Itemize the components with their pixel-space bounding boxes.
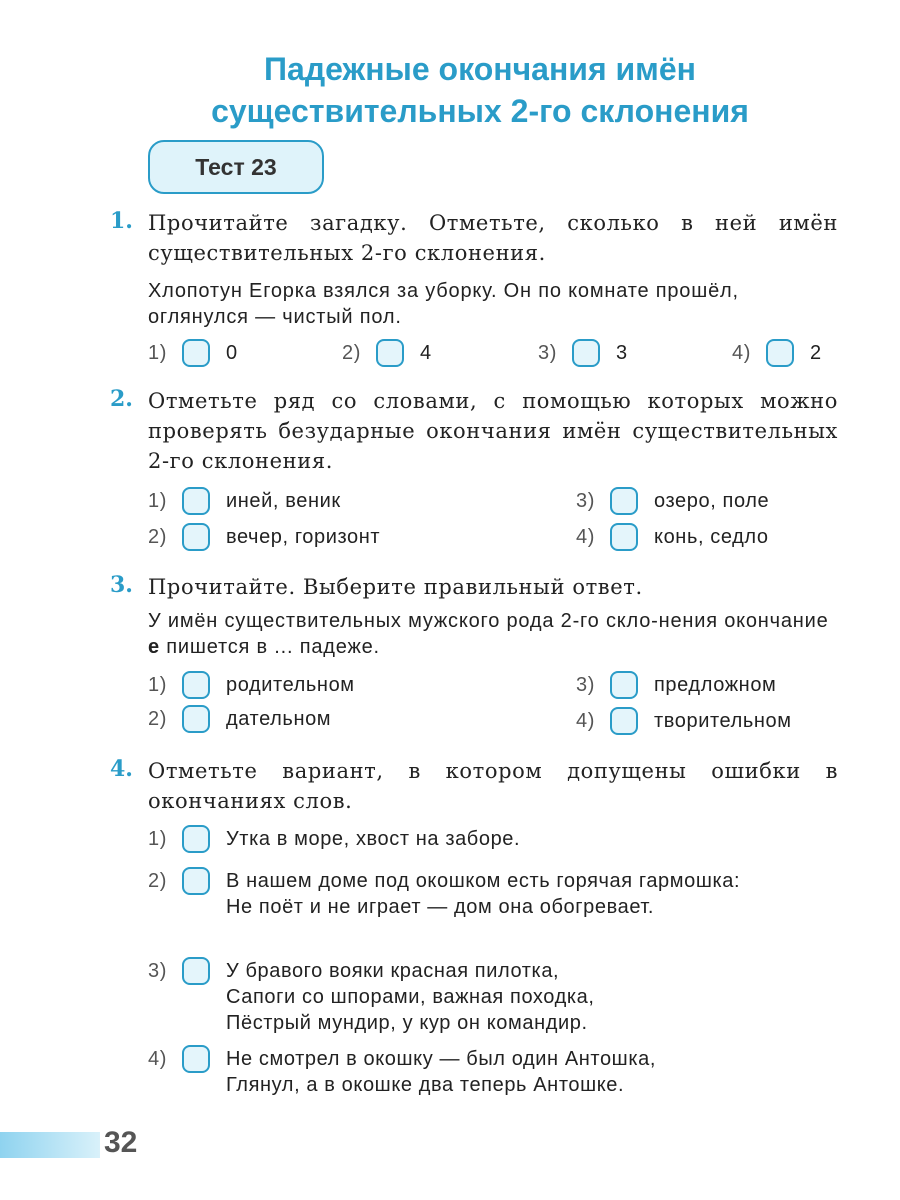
option-label: 3 — [616, 342, 628, 364]
q1-option-4[interactable] — [732, 340, 822, 367]
q1-option-1[interactable] — [148, 340, 238, 367]
q4-option-1[interactable] — [148, 826, 838, 853]
q3-option-3[interactable] — [576, 672, 776, 699]
answer-checkbox[interactable] — [182, 1045, 210, 1073]
question-4-text: Отметьте вариант, в котором допущены ошибки в окончаниях слов. — [148, 759, 838, 813]
question-3-number: 3. — [110, 572, 133, 598]
question-1-number: 1. — [110, 208, 133, 234]
question-2-number: 2. — [110, 386, 133, 412]
option-label: вечер, горизонт — [226, 526, 381, 548]
option-number: 4) — [576, 710, 595, 732]
question-1-text: Прочитайте загадку. Отметьте, сколько в ней имён существительных 2-го склонения. — [148, 211, 838, 265]
option-label: 0 — [226, 342, 238, 364]
question-1-riddle: Хлопотун Егорка взялся за уборку. Он по комнате прошёл, оглянулся — чистый пол. — [148, 280, 739, 328]
answer-checkbox[interactable] — [182, 957, 210, 985]
option-number: 3) — [576, 674, 595, 696]
option-number: 4) — [732, 342, 751, 364]
q1-option-3[interactable] — [538, 340, 628, 367]
statement-end: пишется в ... падеже. — [159, 636, 380, 658]
option-label: дательном — [226, 708, 332, 730]
answer-checkbox[interactable] — [572, 339, 600, 367]
option-number: 2) — [342, 342, 361, 364]
q4-option-3[interactable] — [148, 958, 838, 1036]
q4-option-2[interactable] — [148, 868, 838, 920]
answer-checkbox[interactable] — [376, 339, 404, 367]
question-3-statement — [148, 608, 838, 660]
q4-option-4[interactable] — [148, 1046, 838, 1098]
option-number: 3) — [538, 342, 557, 364]
page-number: 32 — [104, 1126, 138, 1159]
title-line-1: Падежные окончания имён — [264, 51, 696, 87]
option-number: 3) — [576, 490, 595, 512]
option-label: иней, веник — [226, 490, 341, 512]
q2-option-3[interactable] — [576, 488, 769, 515]
statement-bold-letter: е — [148, 636, 160, 658]
option-label: Утка в море, хвост на заборе. — [226, 828, 521, 850]
answer-checkbox[interactable] — [182, 705, 210, 733]
question-4-number: 4. — [110, 756, 133, 782]
q3-option-4[interactable] — [576, 708, 792, 735]
question-3-text: Прочитайте. Выберите правильный ответ. — [148, 575, 643, 599]
q2-option-2[interactable] — [148, 524, 380, 551]
option-number: 3) — [148, 960, 167, 982]
title-line-2: существительных 2-го склонения — [211, 93, 749, 129]
answer-checkbox[interactable] — [610, 523, 638, 551]
option-label: предложном — [654, 674, 777, 696]
answer-checkbox[interactable] — [610, 487, 638, 515]
footer-accent-bar — [0, 1132, 100, 1158]
q2-option-4[interactable] — [576, 524, 769, 551]
option-label: конь, седло — [654, 526, 769, 548]
answer-checkbox[interactable] — [182, 339, 210, 367]
option-number: 4) — [576, 526, 595, 548]
option-label: Не смотрел в окошку — был один Антошка, Глянул, а в окошке два теперь Антошке. — [226, 1048, 657, 1096]
answer-checkbox[interactable] — [610, 671, 638, 699]
answer-checkbox[interactable] — [182, 825, 210, 853]
option-number: 1) — [148, 490, 167, 512]
option-label: У бравого вояки красная пилотка, Сапоги со шпорами, важная походка, Пёстрый мундир, у кур он командир. — [226, 960, 595, 1034]
q2-option-1[interactable] — [148, 488, 341, 515]
page-title — [110, 48, 850, 132]
option-number: 1) — [148, 342, 167, 364]
answer-checkbox[interactable] — [182, 487, 210, 515]
answer-checkbox[interactable] — [182, 671, 210, 699]
test-badge: Тест 23 — [148, 140, 324, 194]
option-label: озеро, поле — [654, 490, 770, 512]
option-number: 2) — [148, 526, 167, 548]
answer-checkbox[interactable] — [182, 523, 210, 551]
option-number: 1) — [148, 674, 167, 696]
q3-option-2[interactable] — [148, 706, 331, 733]
option-label: 2 — [810, 342, 822, 364]
answer-checkbox[interactable] — [610, 707, 638, 735]
option-label: 4 — [420, 342, 432, 364]
answer-checkbox[interactable] — [182, 867, 210, 895]
option-label: родительном — [226, 674, 355, 696]
question-2-text: Отметьте ряд со словами, с помощью которых можно проверять безударные окончания имён существительных 2-го склонения. — [148, 389, 838, 473]
option-number: 4) — [148, 1048, 167, 1070]
option-number: 2) — [148, 708, 167, 730]
q3-option-1[interactable] — [148, 672, 355, 699]
option-label: В нашем доме под окошком есть горячая гармошка: Не поёт и не играет — дом она обогревает. — [226, 870, 741, 918]
statement-start: У имён существительных мужского рода 2-го скло-нения окончание — [148, 610, 829, 632]
option-number: 1) — [148, 828, 167, 850]
q1-option-2[interactable] — [342, 340, 432, 367]
answer-checkbox[interactable] — [766, 339, 794, 367]
option-number: 2) — [148, 870, 167, 892]
option-label: творительном — [654, 710, 792, 732]
